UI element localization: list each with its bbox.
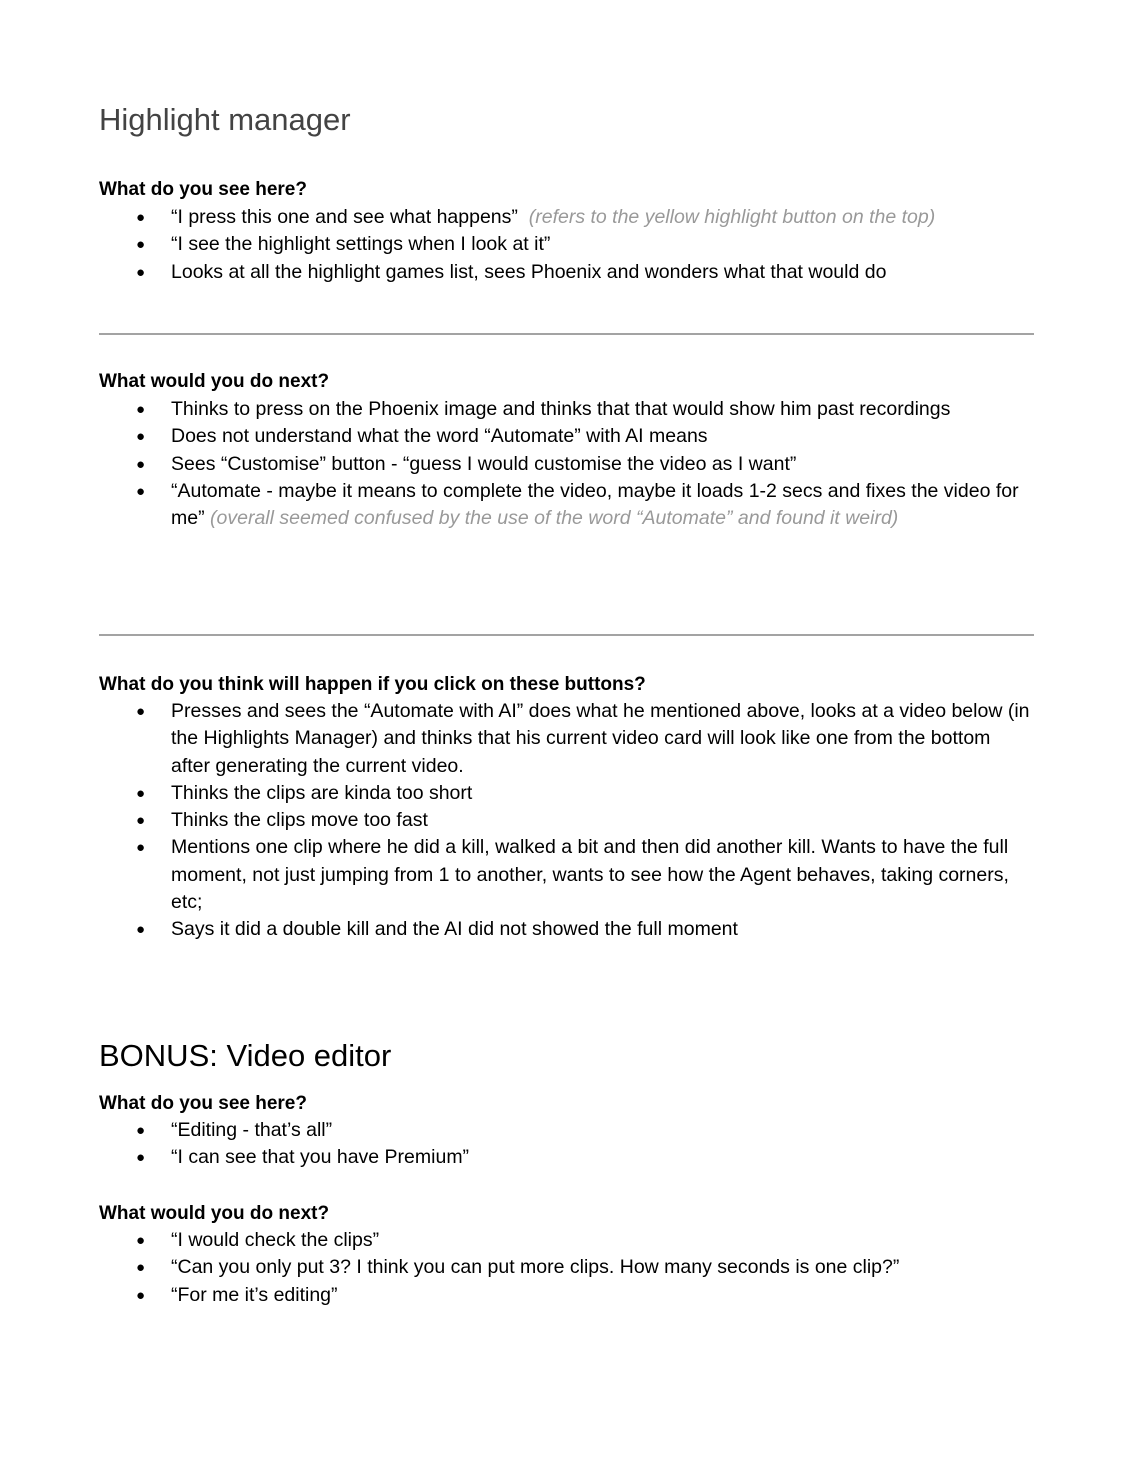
question-heading: What do you think will happen if you click on these buttons? [99, 674, 646, 695]
bullet-icon: ● [136, 401, 146, 418]
answer-list [0, 1117, 1031, 1172]
answer-list [0, 204, 1031, 286]
list-item [0, 204, 1031, 231]
list-item [0, 478, 1031, 533]
list-item [0, 1144, 1031, 1171]
question-heading: What do you see here? [99, 179, 307, 200]
section-title-video-editor: BONUS: Video editor [99, 1038, 392, 1073]
list-item-text: “I would check the clips” [171, 1229, 380, 1251]
list-item-text: “I press this one and see what happens” [171, 206, 518, 228]
bullet-icon: ● [136, 1122, 146, 1139]
list-item [0, 231, 1031, 258]
bullet-icon: ● [136, 1259, 146, 1277]
list-item-text: “Can you only put 3? I think you can put more clips. How many seconds is one clip?” [171, 1256, 900, 1279]
list-item-text: Presses and sees the “Automate with AI” does what he mentioned above, looks at a video below (in the Highlights Manager) and thinks that his current video card will look like one from the bottom after generating the current video. [171, 700, 1030, 777]
bullet-icon: ● [136, 428, 146, 446]
list-item [0, 1227, 1031, 1254]
list-item [0, 1282, 1031, 1309]
list-item [0, 396, 1031, 423]
answer-list [0, 396, 1031, 532]
bullet-icon: ● [136, 921, 146, 939]
bullet-icon: ● [136, 1286, 146, 1304]
bullet-icon: ● [136, 703, 146, 720]
list-item [0, 916, 1031, 943]
list-item [0, 1117, 1031, 1144]
answer-list [0, 1227, 1031, 1309]
list-item-text: Looks at all the highlight games list, sees Phoenix and wonders what that would do [171, 260, 887, 283]
answer-list [0, 698, 1031, 944]
question-heading: What would you do next? [99, 371, 330, 392]
bullet-icon: ● [136, 812, 146, 830]
bullet-icon: ● [136, 839, 146, 857]
list-item-text: “For me it’s editing” [171, 1283, 338, 1306]
list-item-text: Does not understand what the word “Automate” with AI means [171, 425, 708, 448]
observer-note: (overall seemed confused by the use of the word “Automate” and found it weird) [210, 507, 899, 530]
list-item-text: “Editing - that’s all” [171, 1119, 333, 1141]
list-item-text: Thinks to press on the Phoenix image and thinks that that would show him past recordings [171, 398, 951, 420]
list-item-text: Thinks the clips move too fast [171, 809, 428, 832]
list-item [0, 807, 1031, 834]
question-heading: What do you see here? [99, 1093, 307, 1114]
list-item-text: Thinks the clips are kinda too short [171, 781, 473, 804]
bullet-icon: ● [136, 1232, 146, 1249]
list-item [0, 451, 1031, 478]
bullet-icon: ● [136, 455, 146, 473]
section-title-highlight-manager: Highlight manager [99, 102, 351, 137]
bullet-icon: ● [136, 263, 146, 281]
list-item [0, 698, 1031, 780]
list-item [0, 1254, 1031, 1281]
horizontal-divider [99, 634, 1034, 636]
list-item-text: “I see the highlight settings when I look at it” [171, 233, 551, 256]
list-item [0, 780, 1031, 807]
list-item-text: Mentions one clip where he did a kill, walked a bit and then did another kill. Wants to have the full moment, not just jumping from 1 to another, wants to see how the Agent behaves, taking corners, etc; [171, 836, 1009, 914]
bullet-icon: ● [136, 784, 146, 802]
horizontal-divider [99, 333, 1034, 335]
list-item [0, 834, 1031, 916]
list-item-text: “Automate - maybe it means to complete the video, maybe it loads 1-2 secs and fixes the video for me” [171, 479, 1019, 530]
list-item-text: “I can see that you have Premium” [171, 1146, 470, 1169]
observer-note: (refers to the yellow highlight button on the top) [528, 206, 936, 228]
question-heading: What would you do next? [99, 1203, 330, 1224]
list-item [0, 423, 1031, 450]
list-item-text: Says it did a double kill and the AI did not showed the full moment [171, 918, 738, 941]
list-item [0, 259, 1031, 286]
bullet-icon: ● [136, 209, 146, 226]
bullet-icon: ● [136, 482, 146, 500]
bullet-icon: ● [136, 1149, 146, 1167]
bullet-icon: ● [136, 236, 146, 254]
list-item-text: Sees “Customise” button - “guess I would customise the video as I want” [171, 452, 797, 475]
